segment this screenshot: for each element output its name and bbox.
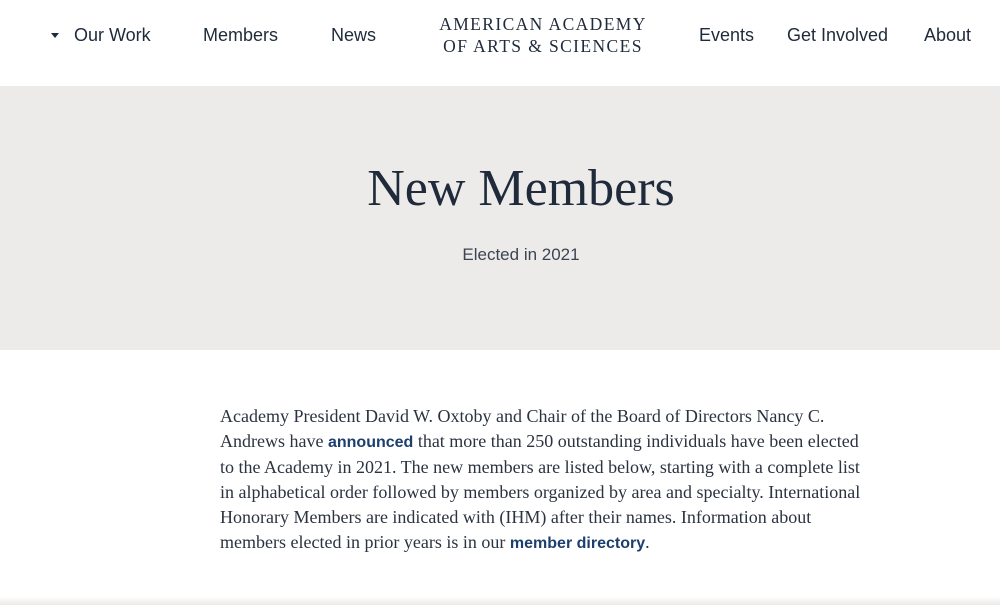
intro-text-3: . [645, 532, 650, 552]
announced-link[interactable]: announced [327, 434, 414, 451]
nav-events[interactable]: Events [699, 25, 755, 45]
page-subtitle: Elected in 2021 [462, 245, 580, 264]
nav-about[interactable]: About [924, 25, 972, 45]
academy-logo[interactable] [420, 13, 666, 57]
logo-line-1: AMERICAN ACADEMY [439, 14, 647, 34]
page-title: New Members [367, 160, 675, 217]
member-directory-link[interactable]: member directory [509, 535, 646, 552]
page-hero [0, 86, 1000, 350]
intro-text-1: Academy President David W. Oxtoby and Chair of the Board of Directors Nancy C. Andrews have [220, 406, 825, 451]
top-navigation [0, 0, 1000, 86]
intro-paragraph [220, 404, 870, 556]
caret-down-icon[interactable] [51, 33, 59, 38]
logo-line-2: OF ARTS & SCIENCES [443, 36, 643, 56]
intro-text-2: that more than 250 outstanding individuals have been elected to the Academy in 2021. The new members are listed below, starting with a complete list in alphabetical order followed by members organized by area and specialty. International Honorary Members are indicated with (IHM) after their names. Information about members elected in prior years is in our [220, 431, 861, 552]
nav-members[interactable]: Members [203, 25, 279, 45]
nav-news[interactable]: News [331, 25, 377, 45]
section-divider [0, 596, 1000, 605]
nav-get-involved[interactable]: Get Involved [787, 25, 889, 45]
nav-our-work[interactable]: Our Work [74, 25, 151, 45]
